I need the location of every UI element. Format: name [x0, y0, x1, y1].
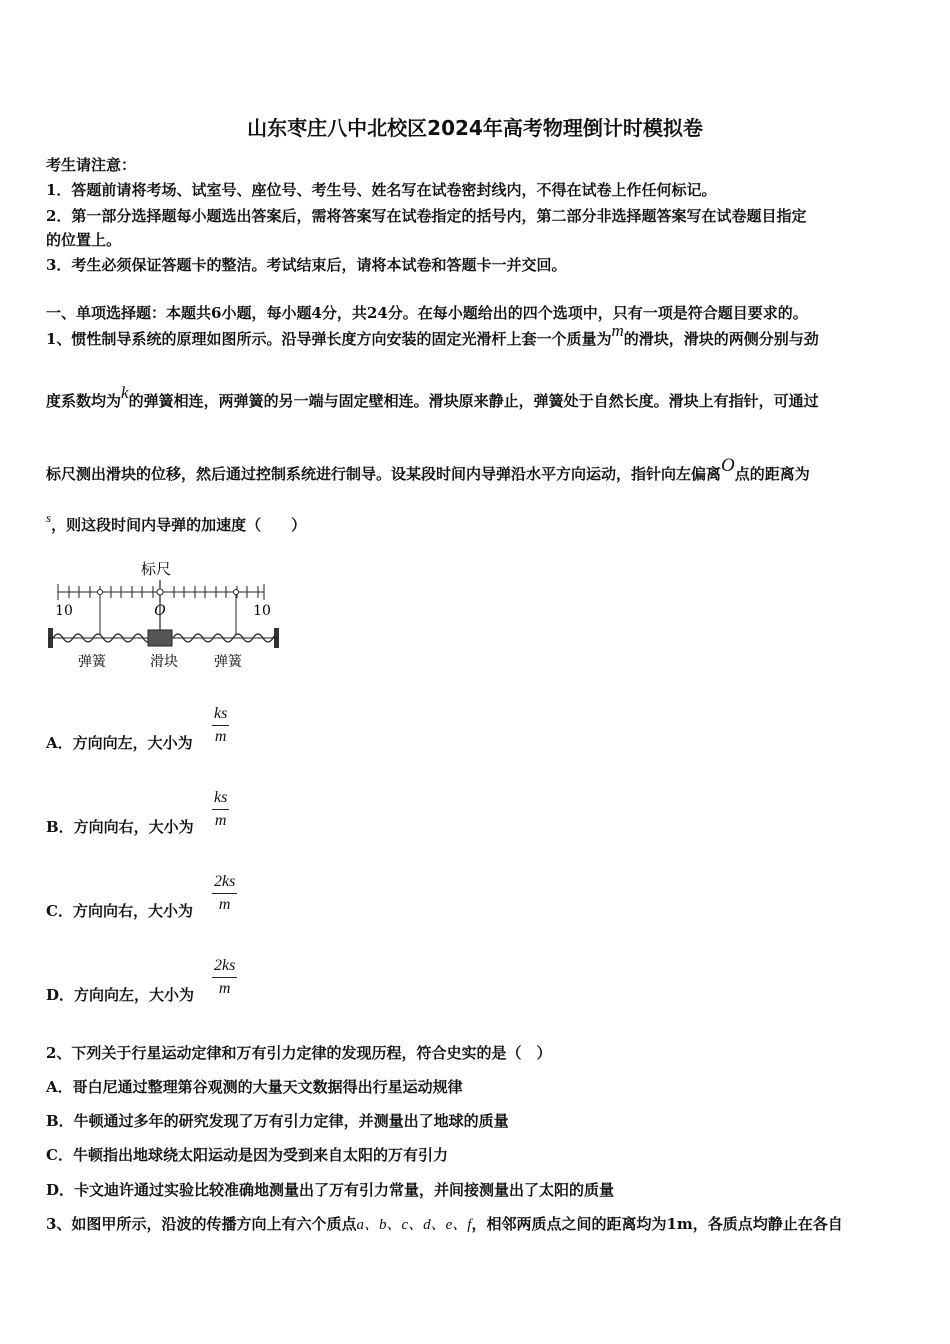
figure-spring-left: 弹簧 — [78, 654, 106, 670]
q2-option-d: D．卡文迪许通过实验比较准确地测量出了万有引力常量，并间接测量出了太阳的质量 — [46, 1181, 615, 1199]
var-k: k — [121, 383, 129, 402]
q1-option-a: A．方向向左，大小为 — [46, 734, 193, 752]
fraction-numerator: 2ks — [212, 873, 237, 894]
q1-line-1 — [46, 321, 819, 349]
fraction-numerator: ks — [212, 789, 229, 810]
var-s: s — [46, 510, 52, 525]
var-O: O — [721, 455, 735, 476]
fraction-denominator: m — [214, 728, 227, 745]
figure-slider: 滑块 — [150, 654, 178, 670]
fraction-denominator: m — [218, 896, 231, 913]
q1-option-c: C．方向向右，大小为 — [46, 902, 193, 920]
section-heading: 一、单项选择题：本题共6小题，每小题4分，共24分。在每小题给出的四个选项中，只有一项是符合题目要求的。 — [46, 304, 808, 322]
q2-option-c: C．牛顿指出地球绕太阳运动是因为受到来自太阳的万有引力 — [46, 1146, 448, 1164]
notice-item-3: 3．考生必须保证答题卡的整洁。考试结束后，请将本试卷和答题卡一并交回。 — [46, 256, 567, 274]
q1-figure — [44, 558, 284, 674]
q2-option-b: B．牛顿通过多年的研究发现了万有引力定律，并测量出了地球的质量 — [46, 1112, 509, 1130]
q1-text: 1、惯性制导系统的原理如图所示。沿导弹长度方向安装的固定光滑杆上套一个质量为 — [46, 330, 612, 348]
figure-left-num: 10 — [55, 603, 73, 619]
notice-item-1: 1．答题前请将考场、试室号、座位号、考生号、姓名写在试卷密封线内，不得在试卷上作任何标记。 — [46, 181, 717, 199]
q2-option-a: A．哥白尼通过整理第谷观测的大量天文数据得出行星运动规律 — [46, 1078, 463, 1096]
fraction-denominator: m — [214, 812, 227, 829]
q1-text: 度系数均为 — [46, 392, 122, 410]
q1-line-3 — [46, 455, 810, 485]
q1-text: 点的距离为 — [734, 465, 810, 483]
q1-line-4 — [46, 510, 307, 535]
q1-text: ，则这段时间内导弹的加速度（ ） — [51, 516, 307, 534]
figure-spring-right: 弹簧 — [214, 654, 242, 670]
notice-heading: 考生请注意： — [46, 156, 137, 174]
figure-center-label: O — [154, 603, 166, 619]
notice-item-2: 2．第一部分选择题每小题选出答案后，需将答案写在试卷指定的括号内，第二部分非选择题答案写在试卷题目指定 — [46, 207, 807, 225]
q1-option-a-fraction — [212, 705, 229, 746]
figure-scale-label: 标尺 — [140, 560, 172, 578]
fraction-numerator: ks — [212, 705, 229, 726]
q1-text: 的滑块，滑块的两侧分别与劲 — [623, 330, 819, 348]
q1-option-b: B．方向向右，大小为 — [46, 818, 194, 836]
notice-item-2-cont: 的位置上。 — [46, 231, 122, 249]
q1-line-2 — [46, 383, 819, 411]
q1-option-c-fraction — [212, 873, 237, 914]
page-title: 山东枣庄八中北校区2024年高考物理倒计时模拟卷 — [247, 116, 703, 140]
fraction-numerator: 2ks — [212, 957, 237, 978]
q2-stem: 2、下列关于行星运动定律和万有引力定律的发现历程，符合史实的是（ ） — [46, 1044, 552, 1062]
figure-right-num: 10 — [253, 603, 271, 619]
q3-points: a、b、c、d、e、f — [356, 1217, 472, 1233]
q1-text: 标尺测出滑块的位移，然后通过控制系统进行制导。设某段时间内导弹沿水平方向运动，指针向左偏离 — [46, 465, 722, 483]
q3-stem — [46, 1213, 843, 1234]
q3-text: 3、如图甲所示，沿波的传播方向上有六个质点 — [46, 1215, 357, 1233]
q1-text: 的弹簧相连，两弹簧的另一端与固定壁相连。滑块原来静止，弹簧处于自然长度。滑块上有指针，可通过 — [128, 392, 819, 410]
var-m: m — [611, 321, 624, 340]
q1-option-d-fraction — [212, 957, 237, 998]
q3-text: ，相邻两质点之间的距离均为1m，各质点均静止在各自 — [471, 1215, 843, 1233]
fraction-denominator: m — [218, 980, 231, 997]
q1-option-b-fraction — [212, 789, 229, 830]
q1-option-d: D．方向向左，大小为 — [46, 986, 195, 1004]
